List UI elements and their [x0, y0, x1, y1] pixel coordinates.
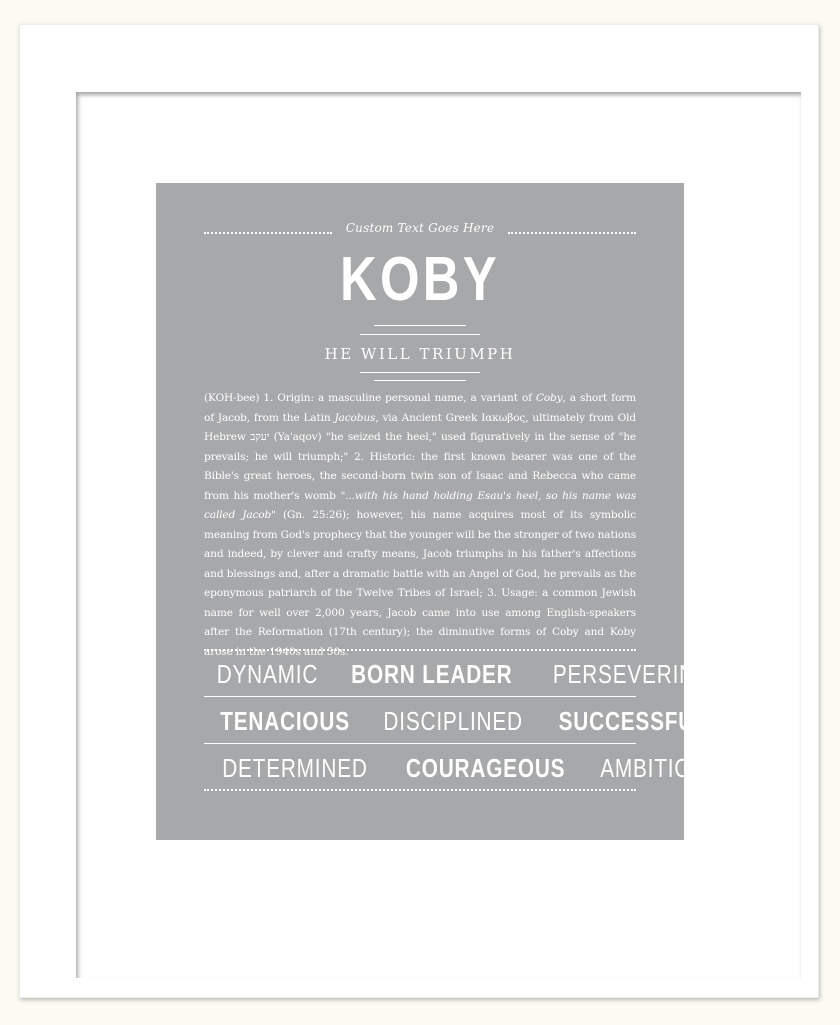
- name-definition: [204, 389, 636, 662]
- name-title: KOBY: [339, 245, 501, 314]
- meaning-underline-lower: [374, 380, 466, 381]
- trait: DETERMINED: [222, 752, 368, 783]
- definition-part-4: " (Gn. 25:26); however, his name acquires most of its symbolic meaning from God's prophecy that the younger will be the stronger of two nations and indeed, by clever and crafty means, Jacob triumphs in his father's affections and blessings and, after a dramatic battle with an Angel of God, he prevails as the eponymous patriarch of the Twelve Tribes of Israel; 3. Usage: a common Jewish name for well over 2,000 years, Jacob came into use among English-speakers after the Reformation (17th century); the diminutive forms of Coby and Koby arose in the 1940s and 50s.: [204, 509, 636, 658]
- traits-top-divider: [204, 649, 636, 651]
- traits-row-2: [204, 703, 709, 739]
- name-underline-upper: [374, 325, 466, 326]
- dotted-divider-right: [508, 232, 636, 234]
- name-meaning: HE WILL TRIUMPH: [324, 345, 516, 363]
- definition-quote: ...with his hand holding Esau's heel, so his name was called Jacob: [204, 489, 636, 521]
- traits-row-1: [204, 656, 712, 692]
- meaning-underline-upper: [360, 372, 480, 373]
- definition-jacobus: Jacobus: [334, 411, 376, 424]
- traits-row-3: [204, 750, 722, 786]
- definition-part-3: , via Ancient Greek Ιακωβος, ultimately from Old Hebrew יעקב (Ya'aqov) "he seized the heel," used figuratively in the sense of "he prevails; he will triumph;" 2. Historic: the first known bearer was one of the Bible's great heroes, the second-born twin son of Isaac and Rebecca who came from his mother's womb ": [204, 411, 637, 502]
- trait: TENACIOUS: [220, 705, 350, 736]
- name-print: [156, 183, 722, 840]
- definition-part-2: , a short form of Jacob, from the Latin: [204, 392, 636, 424]
- trait: BORN LEADER: [351, 658, 513, 689]
- custom-text: Custom Text Goes Here: [345, 221, 495, 235]
- traits-divider-1: [204, 696, 636, 697]
- trait: AMBITIOUS: [600, 752, 722, 783]
- traits-divider-2: [204, 743, 636, 744]
- trait: PERSEVERING: [552, 658, 712, 689]
- trait: DISCIPLINED: [383, 705, 523, 736]
- definition-coby: Coby: [535, 392, 563, 404]
- traits-bottom-divider: [204, 789, 636, 791]
- definition-part-1: (KOH-bee) 1. Origin: a masculine personal name, a variant of: [204, 392, 536, 404]
- trait: SUCCESSFUL: [559, 705, 709, 736]
- custom-text-row: [204, 221, 636, 243]
- trait: COURAGEOUS: [405, 752, 566, 783]
- trait: DYNAMIC: [216, 658, 319, 689]
- name-underline-lower: [360, 334, 480, 335]
